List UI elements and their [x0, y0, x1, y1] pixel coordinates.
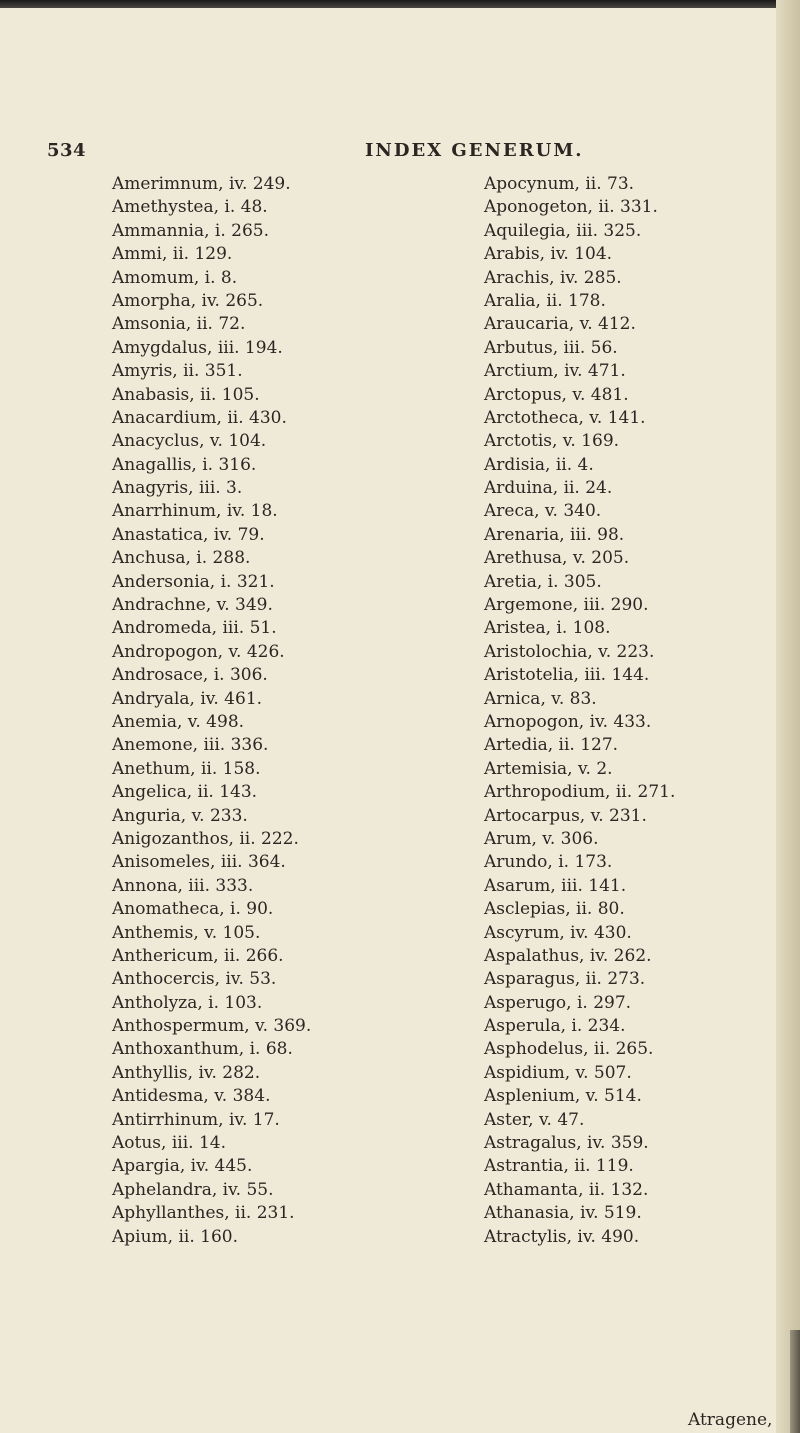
index-entry: Antholyza, i. 103. [112, 992, 263, 1013]
index-entry: Atractylis, iv. 490. [484, 1226, 640, 1247]
index-entry: Aristea, i. 108. [484, 618, 611, 639]
index-entry: Arethusa, v. 205. [484, 548, 630, 569]
index-entry: Apium, ii. 160. [112, 1226, 239, 1247]
index-entry: Ammannia, i. 265. [112, 220, 270, 241]
index-entry: Aristotelia, iii. 144. [484, 665, 650, 686]
index-entry: Asperugo, i. 297. [484, 992, 632, 1013]
index-entry: Aster, v. 47. [484, 1109, 585, 1130]
index-entry: Amyris, ii. 351. [112, 361, 243, 382]
index-entry: Aotus, iii. 14. [112, 1133, 226, 1154]
index-entry: Amsonia, ii. 72. [112, 314, 246, 335]
index-column-left [112, 173, 402, 1249]
index-entry: Anthocercis, iv. 53. [112, 969, 277, 990]
page-number: 534 [47, 140, 87, 161]
index-entry: Amomum, i. 8. [112, 267, 238, 288]
index-entry: Anchusa, i. 288. [112, 548, 251, 569]
index-entry: Apocynum, ii. 73. [484, 174, 635, 194]
index-entry: Aponogeton, ii. 331. [484, 197, 658, 218]
index-entry: Ascyrum, iv. 430. [484, 922, 632, 943]
index-entry: Arbutus, iii. 56. [484, 337, 618, 358]
index-entry: Anagyris, iii. 3. [112, 478, 243, 499]
catchword: Atragene, [688, 1410, 773, 1430]
index-entry: Arctopus, v. 481. [484, 384, 629, 405]
index-entry: Aphelandra, iv. 55. [112, 1179, 274, 1200]
index-entry: Arnica, v. 83. [484, 688, 597, 709]
index-entry: Aristolochia, v. 223. [484, 641, 655, 662]
index-column-right [484, 173, 784, 1249]
index-entry: Aspalathus, iv. 262. [484, 945, 652, 966]
index-entry: Anomatheca, i. 90. [112, 899, 274, 920]
index-entry: Anemia, v. 498. [112, 711, 245, 732]
index-entry: Aspidium, v. 507. [484, 1062, 632, 1083]
running-head: INDEX GENERUM. [365, 140, 584, 161]
index-entry: Antirrhinum, iv. 17. [112, 1109, 280, 1130]
index-entry: Arachis, iv. 285. [484, 267, 622, 288]
index-entry: Aretia, i. 305. [484, 571, 602, 592]
index-entry: Arctotheca, v. 141. [484, 407, 646, 428]
index-entry: Areca, v. 340. [484, 501, 602, 522]
index-entry: Asphodelus, ii. 265. [484, 1039, 654, 1060]
index-entry: Athamanta, ii. 132. [484, 1179, 649, 1200]
index-entry: Anagallis, i. 316. [112, 454, 257, 475]
page-edge-shadow [790, 1330, 800, 1433]
index-entry: Andrachne, v. 349. [112, 595, 273, 616]
index-entry: Asplenium, v. 514. [484, 1086, 642, 1107]
index-entry: Artedia, ii. 127. [484, 735, 619, 756]
index-entry: Antidesma, v. 384. [112, 1086, 271, 1107]
index-entry: Anigozanthos, ii. 222. [112, 828, 299, 849]
index-entry: Anacyclus, v. 104. [112, 431, 267, 452]
index-entry: Apargia, iv. 445. [112, 1156, 253, 1177]
index-entry: Astrantia, ii. 119. [484, 1156, 634, 1177]
index-entry: Anabasis, ii. 105. [112, 384, 260, 405]
index-entry: Anthoxanthum, i. 68. [112, 1039, 293, 1060]
index-entry: Athanasia, iv. 519. [484, 1203, 642, 1224]
index-entry: Anemone, iii. 336. [112, 735, 269, 756]
index-entry: Annona, iii. 333. [112, 875, 254, 896]
index-entry: Anarrhinum, iv. 18. [112, 501, 278, 522]
index-entry: Andromeda, iii. 51. [112, 618, 277, 639]
index-entry: Amygdalus, iii. 194. [112, 337, 283, 358]
index-entry: Asperula, i. 234. [484, 1016, 626, 1037]
index-entry: Asclepias, ii. 80. [484, 899, 625, 920]
index-entry: Arnopogon, iv. 433. [484, 711, 652, 732]
index-entry: Andropogon, v. 426. [112, 641, 285, 662]
index-entry: Arduina, ii. 24. [484, 478, 613, 499]
index-entry: Arctotis, v. 169. [484, 431, 620, 452]
page-header [0, 140, 800, 170]
index-entry: Anastatica, iv. 79. [112, 524, 265, 545]
index-entry: Arthropodium, ii. 271. [484, 782, 676, 803]
index-entry: Artocarpus, v. 231. [484, 805, 647, 826]
index-entry: Anthericum, ii. 266. [112, 945, 284, 966]
index-entry: Artemisia, v. 2. [484, 758, 613, 779]
index-entry: Amerimnum, iv. 249. [112, 174, 291, 194]
index-entry: Angelica, ii. 143. [112, 782, 258, 803]
index-entry: Astragalus, iv. 359. [484, 1133, 649, 1154]
index-entry: Amorpha, iv. 265. [112, 290, 264, 311]
index-entry: Aphyllanthes, ii. 231. [112, 1203, 295, 1224]
index-entry: Ardisia, ii. 4. [484, 454, 594, 475]
index-entry: Anthemis, v. 105. [112, 922, 261, 943]
scan-top-border [0, 0, 800, 8]
index-entry: Anthyllis, iv. 282. [112, 1062, 261, 1083]
index-entry: Arum, v. 306. [484, 828, 599, 849]
index-entry: Andryala, iv. 461. [112, 688, 263, 709]
index-entry: Araucaria, v. 412. [484, 314, 636, 335]
index-entry: Anthospermum, v. 369. [112, 1016, 312, 1037]
index-entry: Arctium, iv. 471. [484, 361, 626, 382]
index-entry: Arundo, i. 173. [484, 852, 613, 873]
index-entry: Amethystea, i. 48. [112, 197, 268, 218]
index-entry: Aquilegia, iii. 325. [484, 220, 642, 241]
index-entry: Anacardium, ii. 430. [112, 407, 287, 428]
index-entry: Asarum, iii. 141. [484, 875, 627, 896]
index-entry: Asparagus, ii. 273. [484, 969, 646, 990]
index-entry: Andersonia, i. 321. [112, 571, 275, 592]
index-entry: Argemone, iii. 290. [484, 595, 649, 616]
index-entry: Anguria, v. 233. [112, 805, 248, 826]
index-entry: Arenaria, iii. 98. [484, 524, 625, 545]
index-entry: Ammi, ii. 129. [112, 244, 233, 265]
index-entry: Androsace, i. 306. [112, 665, 268, 686]
index-entry: Anethum, ii. 158. [112, 758, 261, 779]
index-entry: Arabis, iv. 104. [484, 244, 613, 265]
index-entry: Anisomeles, iii. 364. [112, 852, 286, 873]
index-entry: Aralia, ii. 178. [484, 290, 606, 311]
